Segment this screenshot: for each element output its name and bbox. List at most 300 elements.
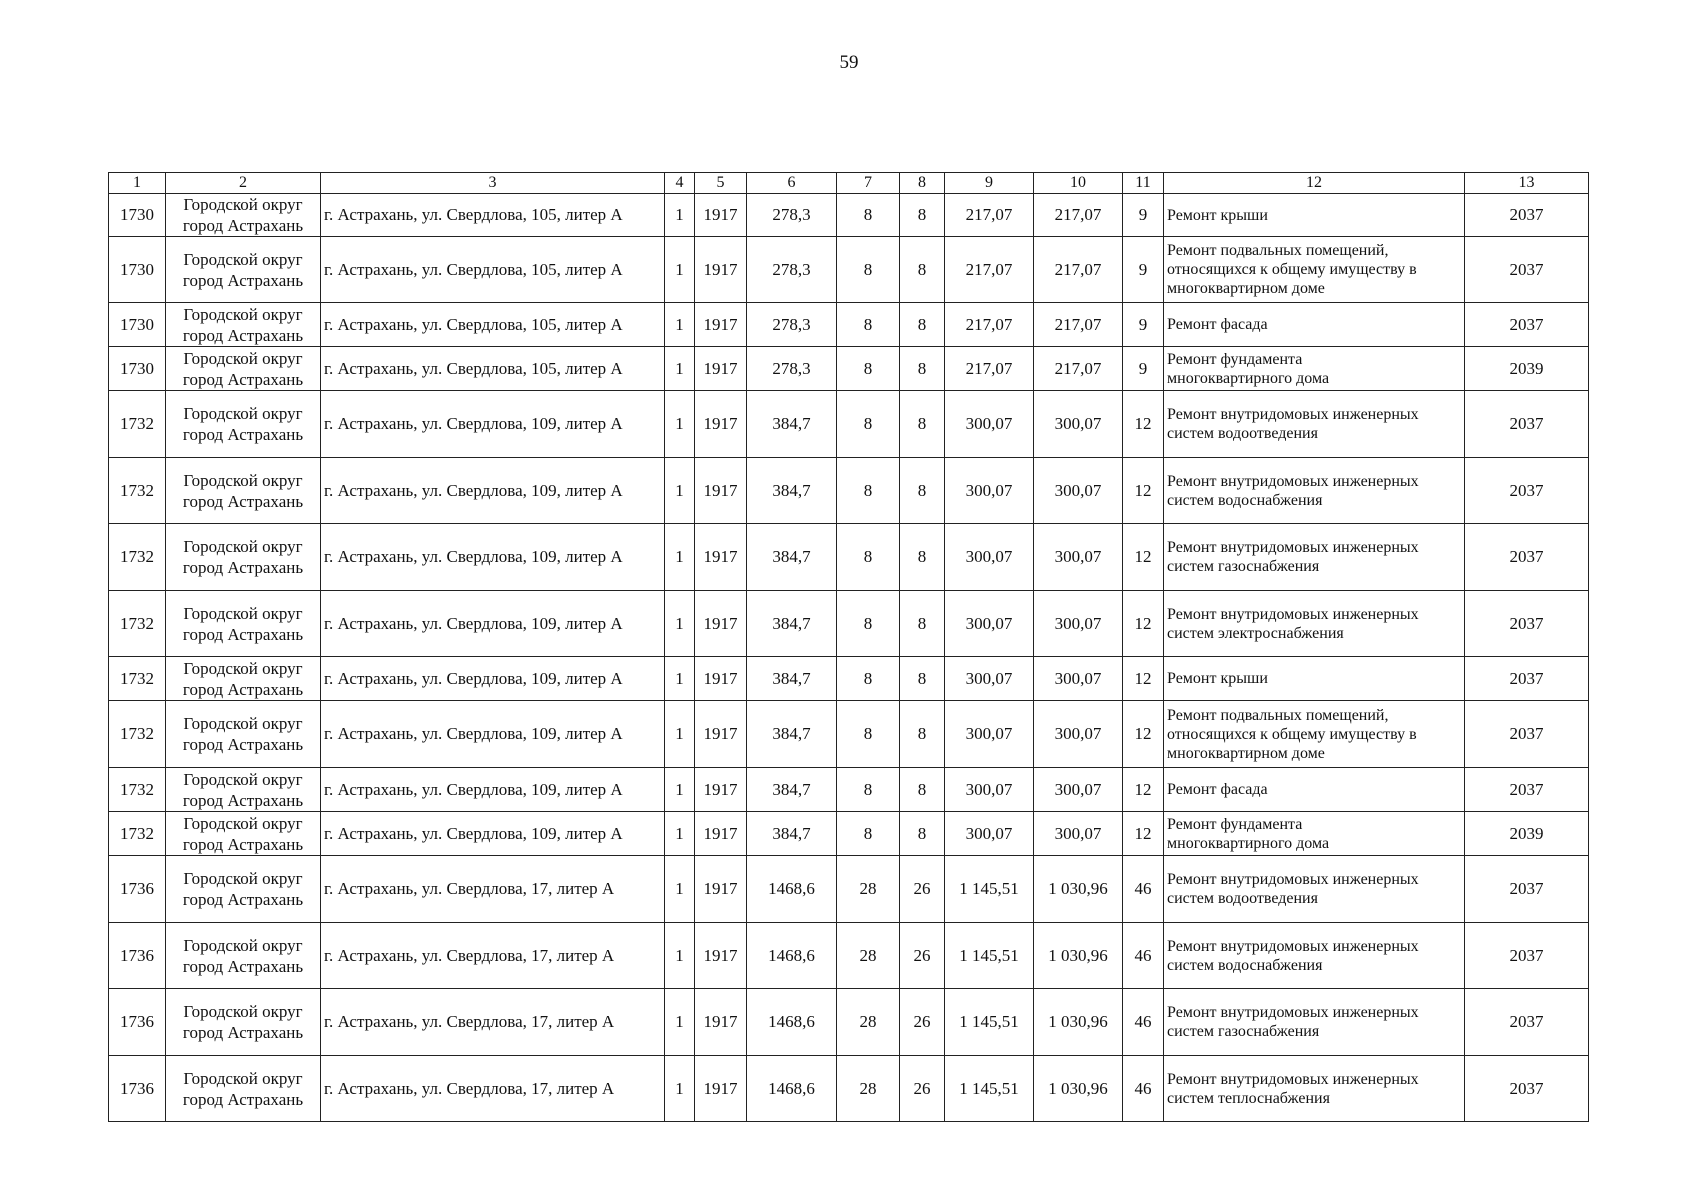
cell-id: 1736 xyxy=(109,1056,166,1122)
cell-col4: 1 xyxy=(665,768,695,812)
cell-col9: 217,07 xyxy=(945,237,1034,303)
cell-col9: 217,07 xyxy=(945,194,1034,237)
cell-plan-year: 2037 xyxy=(1465,701,1589,768)
cell-area: 384,7 xyxy=(747,768,837,812)
cell-col10: 1 030,96 xyxy=(1034,923,1123,989)
cell-col8: 8 xyxy=(900,347,945,391)
cell-col7: 8 xyxy=(837,768,900,812)
cell-col8: 8 xyxy=(900,768,945,812)
cell-plan-year: 2037 xyxy=(1465,391,1589,458)
cell-col9: 300,07 xyxy=(945,524,1034,591)
cell-year: 1917 xyxy=(695,458,747,524)
cell-year: 1917 xyxy=(695,923,747,989)
cell-plan-year: 2037 xyxy=(1465,768,1589,812)
cell-id: 1736 xyxy=(109,989,166,1056)
cell-col11: 46 xyxy=(1123,989,1164,1056)
cell-col10: 1 030,96 xyxy=(1034,1056,1123,1122)
cell-col4: 1 xyxy=(665,1056,695,1122)
work-line: Ремонт внутридомовых инженерных xyxy=(1167,406,1419,423)
cell-col7: 28 xyxy=(837,856,900,923)
work-line: Ремонт фасада xyxy=(1167,316,1268,333)
cell-col8: 8 xyxy=(900,194,945,237)
cell-col8: 8 xyxy=(900,237,945,303)
cell-year: 1917 xyxy=(695,701,747,768)
cell-year: 1917 xyxy=(695,657,747,701)
cell-area: 384,7 xyxy=(747,391,837,458)
cell-municipality xyxy=(166,458,321,524)
municipality-line: город Астрахань xyxy=(182,369,304,389)
work-line: Ремонт внутридомовых инженерных xyxy=(1167,1004,1419,1021)
register-table xyxy=(108,172,1589,1122)
cell-col8: 8 xyxy=(900,303,945,347)
cell-area: 384,7 xyxy=(747,591,837,657)
cell-area: 384,7 xyxy=(747,701,837,768)
cell-year: 1917 xyxy=(695,812,747,856)
column-number-row xyxy=(109,173,1589,194)
cell-col7: 8 xyxy=(837,657,900,701)
municipality-line: Городской округ xyxy=(183,195,303,214)
cell-work-type xyxy=(1164,768,1465,812)
cell-address: г. Астрахань, ул. Свердлова, 17, литер А xyxy=(321,989,665,1056)
cell-address: г. Астрахань, ул. Свердлова, 105, литер А xyxy=(321,347,665,391)
cell-year: 1917 xyxy=(695,1056,747,1122)
cell-col8: 8 xyxy=(900,391,945,458)
table-row xyxy=(109,194,1589,237)
cell-municipality xyxy=(166,701,321,768)
work-line: Ремонт внутридомовых инженерных xyxy=(1167,937,1419,955)
cell-id: 1732 xyxy=(109,591,166,657)
column-number-9: 9 xyxy=(945,173,1034,194)
cell-municipality xyxy=(166,989,321,1056)
cell-work-type xyxy=(1164,303,1465,347)
cell-col11: 12 xyxy=(1123,524,1164,591)
work-line: Ремонт крыши xyxy=(1167,670,1268,687)
cell-col10: 1 030,96 xyxy=(1034,856,1123,923)
table-body xyxy=(109,173,1589,1122)
cell-work-type xyxy=(1164,458,1465,524)
cell-col7: 8 xyxy=(837,391,900,458)
cell-address: г. Астрахань, ул. Свердлова, 109, литер А xyxy=(321,657,665,701)
cell-col9: 300,07 xyxy=(945,701,1034,768)
cell-id: 1732 xyxy=(109,701,166,768)
cell-col7: 8 xyxy=(837,347,900,391)
table-row xyxy=(109,1056,1589,1122)
cell-col8: 8 xyxy=(900,524,945,591)
cell-address: г. Астрахань, ул. Свердлова, 109, литер А xyxy=(321,768,665,812)
cell-col7: 8 xyxy=(837,303,900,347)
cell-plan-year: 2037 xyxy=(1465,989,1589,1056)
cell-municipality xyxy=(166,347,321,391)
cell-year: 1917 xyxy=(695,194,747,237)
cell-address: г. Астрахань, ул. Свердлова, 105, литер А xyxy=(321,194,665,237)
cell-col7: 8 xyxy=(837,701,900,768)
work-line: систем электроснабжения xyxy=(1167,624,1344,642)
cell-col4: 1 xyxy=(665,856,695,923)
cell-col9: 300,07 xyxy=(945,391,1034,458)
cell-year: 1917 xyxy=(695,347,747,391)
cell-work-type xyxy=(1164,347,1465,391)
cell-col4: 1 xyxy=(665,391,695,458)
cell-col4: 1 xyxy=(665,303,695,347)
cell-col9: 217,07 xyxy=(945,303,1034,347)
municipality-line: Городской округ xyxy=(183,935,303,955)
cell-col4: 1 xyxy=(665,701,695,768)
cell-year: 1917 xyxy=(695,391,747,458)
column-number-12: 12 xyxy=(1164,173,1465,194)
cell-col10: 300,07 xyxy=(1034,701,1123,768)
municipality-line: город Астрахань xyxy=(182,790,304,810)
cell-year: 1917 xyxy=(695,237,747,303)
cell-col4: 1 xyxy=(665,347,695,391)
cell-id: 1730 xyxy=(109,237,166,303)
cell-col8: 26 xyxy=(900,923,945,989)
cell-plan-year: 2037 xyxy=(1465,458,1589,524)
work-line: многоквартирном доме xyxy=(1167,744,1325,762)
cell-col9: 300,07 xyxy=(945,458,1034,524)
column-number-11: 11 xyxy=(1123,173,1164,194)
table-row xyxy=(109,768,1589,812)
municipality-line: Городской округ xyxy=(183,714,303,733)
cell-address: г. Астрахань, ул. Свердлова, 109, литер А xyxy=(321,458,665,524)
cell-col8: 8 xyxy=(900,657,945,701)
cell-col7: 8 xyxy=(837,524,900,591)
cell-col9: 300,07 xyxy=(945,768,1034,812)
cell-id: 1732 xyxy=(109,812,166,856)
work-line: Ремонт фасада xyxy=(1167,781,1268,798)
cell-plan-year: 2037 xyxy=(1465,524,1589,591)
cell-area: 278,3 xyxy=(747,194,837,237)
table-row xyxy=(109,303,1589,347)
cell-municipality xyxy=(166,856,321,923)
cell-area: 1468,6 xyxy=(747,923,837,989)
table-row xyxy=(109,856,1589,923)
municipality-line: город Астрахань xyxy=(182,624,304,644)
cell-plan-year: 2037 xyxy=(1465,194,1589,237)
cell-col7: 28 xyxy=(837,989,900,1056)
cell-col7: 8 xyxy=(837,458,900,524)
cell-municipality xyxy=(166,237,321,303)
municipality-line: Городской округ xyxy=(183,470,303,490)
column-number-2: 2 xyxy=(166,173,321,194)
cell-work-type xyxy=(1164,657,1465,701)
table-row xyxy=(109,701,1589,768)
work-line: многоквартирного дома xyxy=(1167,834,1330,852)
cell-plan-year: 2039 xyxy=(1465,812,1589,856)
cell-col10: 1 030,96 xyxy=(1034,989,1123,1056)
cell-col8: 8 xyxy=(900,591,945,657)
cell-col10: 300,07 xyxy=(1034,391,1123,458)
cell-id: 1730 xyxy=(109,194,166,237)
work-line: Ремонт внутридомовых инженерных xyxy=(1167,871,1419,888)
cell-col10: 300,07 xyxy=(1034,657,1123,701)
cell-address: г. Астрахань, ул. Свердлова, 109, литер А xyxy=(321,591,665,657)
cell-col11: 12 xyxy=(1123,391,1164,458)
column-number-13: 13 xyxy=(1465,173,1589,194)
cell-col10: 300,07 xyxy=(1034,812,1123,856)
municipality-line: город Астрахань xyxy=(182,1023,304,1042)
cell-plan-year: 2039 xyxy=(1465,347,1589,391)
work-line: систем водоотведения xyxy=(1167,425,1318,442)
cell-address: г. Астрахань, ул. Свердлова, 17, литер А xyxy=(321,856,665,923)
cell-work-type xyxy=(1164,856,1465,923)
municipality-line: Городской округ xyxy=(183,1068,303,1088)
cell-col7: 8 xyxy=(837,194,900,237)
cell-id: 1732 xyxy=(109,524,166,591)
table-row xyxy=(109,812,1589,856)
municipality-line: город Астрахань xyxy=(182,491,304,511)
municipality-line: Городской округ xyxy=(183,249,303,269)
column-number-3: 3 xyxy=(321,173,665,194)
work-line: многоквартирного дома xyxy=(1167,369,1330,387)
cell-address: г. Астрахань, ул. Свердлова, 109, литер А xyxy=(321,391,665,458)
municipality-line: город Астрахань xyxy=(182,216,304,235)
cell-work-type xyxy=(1164,701,1465,768)
municipality-line: город Астрахань xyxy=(182,270,304,290)
municipality-line: Городской округ xyxy=(183,769,303,789)
work-line: Ремонт подвальных помещений, xyxy=(1167,242,1389,259)
cell-col10: 217,07 xyxy=(1034,237,1123,303)
cell-address: г. Астрахань, ул. Свердлова, 109, литер А xyxy=(321,524,665,591)
cell-col8: 8 xyxy=(900,701,945,768)
cell-year: 1917 xyxy=(695,591,747,657)
municipality-line: город Астрахань xyxy=(182,890,304,909)
municipality-line: Городской округ xyxy=(183,404,303,423)
cell-col11: 46 xyxy=(1123,923,1164,989)
municipality-line: Городской округ xyxy=(183,813,303,833)
cell-plan-year: 2037 xyxy=(1465,237,1589,303)
cell-col9: 1 145,51 xyxy=(945,989,1034,1056)
municipality-line: город Астрахань xyxy=(182,558,304,577)
cell-col4: 1 xyxy=(665,237,695,303)
column-number-10: 10 xyxy=(1034,173,1123,194)
cell-col11: 9 xyxy=(1123,237,1164,303)
page-number: 59 xyxy=(839,52,859,73)
table-row xyxy=(109,591,1589,657)
cell-id: 1732 xyxy=(109,458,166,524)
cell-col11: 9 xyxy=(1123,347,1164,391)
cell-col4: 1 xyxy=(665,194,695,237)
cell-col4: 1 xyxy=(665,591,695,657)
cell-plan-year: 2037 xyxy=(1465,303,1589,347)
cell-col4: 1 xyxy=(665,458,695,524)
municipality-line: город Астрахань xyxy=(182,325,304,345)
table-row xyxy=(109,347,1589,391)
table-row xyxy=(109,923,1589,989)
work-line: систем водоотведения xyxy=(1167,890,1318,907)
cell-col7: 8 xyxy=(837,812,900,856)
work-line: Ремонт подвальных помещений, xyxy=(1167,706,1389,724)
cell-municipality xyxy=(166,303,321,347)
table-row xyxy=(109,391,1589,458)
work-line: Ремонт фундамента xyxy=(1167,815,1303,833)
cell-id: 1732 xyxy=(109,657,166,701)
cell-area: 384,7 xyxy=(747,657,837,701)
cell-col7: 28 xyxy=(837,1056,900,1122)
cell-work-type xyxy=(1164,591,1465,657)
work-line: Ремонт внутридомовых инженерных xyxy=(1167,1070,1419,1088)
cell-municipality xyxy=(166,923,321,989)
cell-address: г. Астрахань, ул. Свердлова, 17, литер А xyxy=(321,923,665,989)
cell-municipality xyxy=(166,391,321,458)
cell-work-type xyxy=(1164,923,1465,989)
work-line: систем водоснабжения xyxy=(1167,956,1323,974)
cell-col8: 26 xyxy=(900,856,945,923)
cell-col4: 1 xyxy=(665,989,695,1056)
cell-col11: 9 xyxy=(1123,194,1164,237)
cell-municipality xyxy=(166,1056,321,1122)
cell-work-type xyxy=(1164,524,1465,591)
municipality-line: город Астрахань xyxy=(182,735,304,754)
cell-area: 278,3 xyxy=(747,237,837,303)
municipality-line: Городской округ xyxy=(183,603,303,623)
table-row xyxy=(109,657,1589,701)
cell-col8: 26 xyxy=(900,989,945,1056)
cell-area: 1468,6 xyxy=(747,856,837,923)
cell-municipality xyxy=(166,591,321,657)
cell-area: 384,7 xyxy=(747,458,837,524)
cell-year: 1917 xyxy=(695,524,747,591)
municipality-line: город Астрахань xyxy=(182,679,304,699)
cell-col10: 300,07 xyxy=(1034,591,1123,657)
cell-area: 1468,6 xyxy=(747,1056,837,1122)
cell-area: 384,7 xyxy=(747,812,837,856)
cell-area: 278,3 xyxy=(747,303,837,347)
work-line: Ремонт внутридомовых инженерных xyxy=(1167,539,1419,556)
cell-col9: 300,07 xyxy=(945,591,1034,657)
cell-address: г. Астрахань, ул. Свердлова, 109, литер А xyxy=(321,812,665,856)
work-line: многоквартирном доме xyxy=(1167,280,1325,297)
cell-col11: 12 xyxy=(1123,657,1164,701)
cell-municipality xyxy=(166,657,321,701)
cell-col4: 1 xyxy=(665,812,695,856)
cell-address: г. Астрахань, ул. Свердлова, 17, литер А xyxy=(321,1056,665,1122)
work-line: систем газоснабжения xyxy=(1167,558,1320,575)
cell-area: 384,7 xyxy=(747,524,837,591)
cell-col7: 8 xyxy=(837,237,900,303)
column-number-5: 5 xyxy=(695,173,747,194)
cell-municipality xyxy=(166,194,321,237)
municipality-line: город Астрахань xyxy=(182,834,304,854)
cell-col4: 1 xyxy=(665,923,695,989)
table-row xyxy=(109,989,1589,1056)
cell-work-type xyxy=(1164,391,1465,458)
municipality-line: город Астрахань xyxy=(182,425,304,444)
cell-col10: 217,07 xyxy=(1034,303,1123,347)
municipality-line: город Астрахань xyxy=(182,1089,304,1109)
column-number-1: 1 xyxy=(109,173,166,194)
cell-plan-year: 2037 xyxy=(1465,856,1589,923)
column-number-6: 6 xyxy=(747,173,837,194)
cell-id: 1732 xyxy=(109,768,166,812)
work-line: относящихся к общему имуществу в xyxy=(1167,725,1417,743)
column-number-7: 7 xyxy=(837,173,900,194)
municipality-line: Городской округ xyxy=(183,658,303,678)
cell-area: 1468,6 xyxy=(747,989,837,1056)
cell-id: 1730 xyxy=(109,347,166,391)
cell-col9: 300,07 xyxy=(945,657,1034,701)
cell-col9: 1 145,51 xyxy=(945,1056,1034,1122)
cell-col10: 300,07 xyxy=(1034,768,1123,812)
cell-col9: 300,07 xyxy=(945,812,1034,856)
cell-col7: 8 xyxy=(837,591,900,657)
cell-address: г. Астрахань, ул. Свердлова, 109, литер А xyxy=(321,701,665,768)
cell-municipality xyxy=(166,768,321,812)
cell-col8: 8 xyxy=(900,458,945,524)
cell-col4: 1 xyxy=(665,657,695,701)
cell-area: 278,3 xyxy=(747,347,837,391)
column-number-4: 4 xyxy=(665,173,695,194)
municipality-line: Городской округ xyxy=(183,1002,303,1021)
cell-col10: 300,07 xyxy=(1034,524,1123,591)
cell-col11: 9 xyxy=(1123,303,1164,347)
cell-work-type xyxy=(1164,989,1465,1056)
cell-col10: 300,07 xyxy=(1034,458,1123,524)
cell-col8: 26 xyxy=(900,1056,945,1122)
cell-col7: 28 xyxy=(837,923,900,989)
cell-col11: 12 xyxy=(1123,768,1164,812)
cell-id: 1732 xyxy=(109,391,166,458)
municipality-line: Городской округ xyxy=(183,869,303,888)
cell-col11: 46 xyxy=(1123,1056,1164,1122)
work-line: систем газоснабжения xyxy=(1167,1023,1320,1040)
cell-plan-year: 2037 xyxy=(1465,591,1589,657)
work-line: Ремонт фундамента xyxy=(1167,350,1303,368)
work-line: Ремонт внутридомовых инженерных xyxy=(1167,605,1419,623)
cell-col11: 12 xyxy=(1123,812,1164,856)
cell-col10: 217,07 xyxy=(1034,194,1123,237)
table-row xyxy=(109,458,1589,524)
cell-plan-year: 2037 xyxy=(1465,923,1589,989)
cell-plan-year: 2037 xyxy=(1465,657,1589,701)
cell-work-type xyxy=(1164,194,1465,237)
municipality-line: Городской округ xyxy=(183,537,303,556)
cell-col10: 217,07 xyxy=(1034,347,1123,391)
cell-plan-year: 2037 xyxy=(1465,1056,1589,1122)
cell-col11: 12 xyxy=(1123,591,1164,657)
cell-col8: 8 xyxy=(900,812,945,856)
cell-year: 1917 xyxy=(695,303,747,347)
cell-col11: 12 xyxy=(1123,458,1164,524)
cell-col11: 46 xyxy=(1123,856,1164,923)
municipality-line: Городской округ xyxy=(183,348,303,368)
column-number-8: 8 xyxy=(900,173,945,194)
work-line: относящихся к общему имуществу в xyxy=(1167,261,1417,278)
cell-year: 1917 xyxy=(695,989,747,1056)
table-row xyxy=(109,237,1589,303)
cell-year: 1917 xyxy=(695,768,747,812)
cell-municipality xyxy=(166,524,321,591)
cell-work-type xyxy=(1164,237,1465,303)
cell-col4: 1 xyxy=(665,524,695,591)
cell-work-type xyxy=(1164,812,1465,856)
cell-col9: 217,07 xyxy=(945,347,1034,391)
cell-address: г. Астрахань, ул. Свердлова, 105, литер А xyxy=(321,237,665,303)
cell-address: г. Астрахань, ул. Свердлова, 105, литер А xyxy=(321,303,665,347)
work-line: Ремонт крыши xyxy=(1167,206,1268,224)
cell-col9: 1 145,51 xyxy=(945,856,1034,923)
cell-year: 1917 xyxy=(695,856,747,923)
work-line: систем водоснабжения xyxy=(1167,491,1323,509)
cell-id: 1736 xyxy=(109,923,166,989)
cell-col9: 1 145,51 xyxy=(945,923,1034,989)
cell-municipality xyxy=(166,812,321,856)
municipality-line: город Астрахань xyxy=(182,956,304,976)
work-line: Ремонт внутридомовых инженерных xyxy=(1167,472,1419,490)
table-row xyxy=(109,524,1589,591)
cell-work-type xyxy=(1164,1056,1465,1122)
work-line: систем теплоснабжения xyxy=(1167,1089,1330,1107)
cell-id: 1736 xyxy=(109,856,166,923)
